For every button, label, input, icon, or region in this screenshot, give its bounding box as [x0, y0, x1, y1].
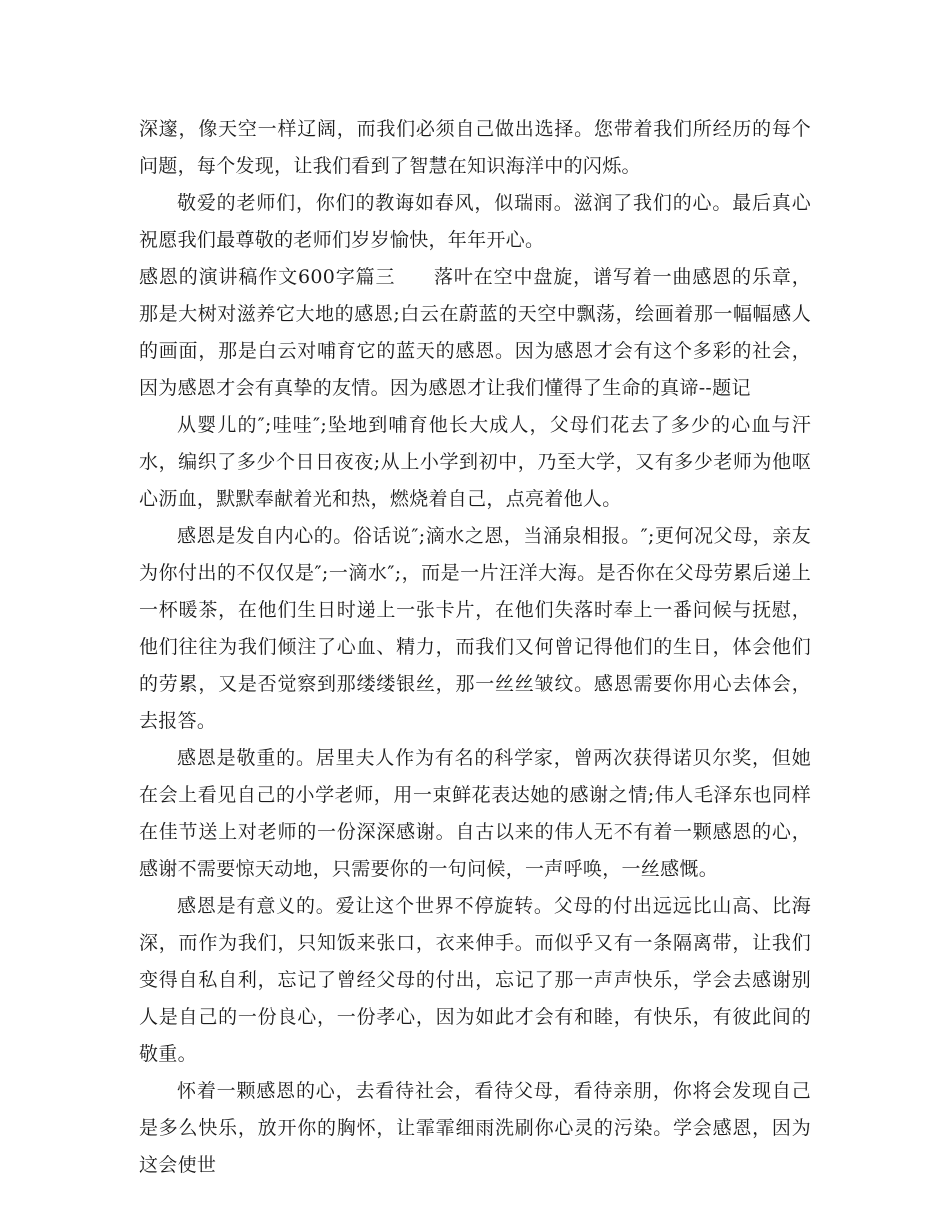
paragraph-parents-care: 从婴儿的″;哇哇″;坠地到哺育他长大成人，父母们花去了多少的心血与汗水，编织了多少个日日夜夜;从上小学到初中，乃至大学，又有多少老师为他呕心沥血，默默奉献着光和热，燃烧着自己，点亮着他人。 [139, 414, 811, 510]
paragraph-gratitude-respect: 感恩是敬重的。居里夫人作为有名的科学家，曾两次获得诺贝尔奖，但她在会上看见自己的小学老师，用一束鲜花表达她的感谢之情;伟人毛泽东也同样在佳节送上对老师的一份深深感谢。自古以来的伟人无不有着一颗感恩的心，感谢不需要惊天动地，只需要你的一句问候，一声呼唤，一丝感慨。 [139, 747, 811, 880]
section-intro: 落叶在空中盘旋，谱写着一曲感恩的乐章，那是大树对滋养它大地的感恩;白云在蔚蓝的天空中飘荡，绘画着那一幅幅感人的画面，那是白云对哺育它的蓝天的感恩。因为感恩才会有这个多彩的社会，因为感恩才会有真挚的友情。因为感恩才让我们懂得了生命的真谛--题记 [139, 266, 812, 399]
paragraph-grateful-heart: 怀着一颗感恩的心，去看待社会，看待父母，看待亲朋，你将会发现自己是多么快乐，放开你的胸怀，让霏霏细雨洗刷你心灵的污染。学会感恩，因为这会使世 [139, 1080, 811, 1176]
paragraph-gratitude-heart: 感恩是发自内心的。俗话说″;滴水之恩，当涌泉相报。″;更何况父母，亲友为你付出的不仅仅是″;一滴水″;，而是一片汪洋大海。是否你在父母劳累后递上一杯暖茶，在他们生日时递上一张卡片，在他们失落时奉上一番问候与抚慰，他们往往为我们倾注了心血、精力，而我们又何曾记得他们的生日，体会他们的劳累，又是否觉察到那缕缕银丝，那一丝丝皱纹。感恩需要你用心去体会，去报答。 [139, 525, 811, 732]
paragraph-teacher-wishes: 敬爱的老师们，你们的教诲如春风，似瑞雨。滋润了我们的心。最后真心祝愿我们最尊敬的老师们岁岁愉快，年年开心。 [139, 192, 811, 251]
section-heading-paragraph [139, 259, 811, 407]
document-body [139, 111, 811, 1184]
section-heading: 感恩的演讲稿作文600字篇三 [139, 266, 396, 288]
paragraph-gratitude-meaning: 感恩是有意义的。爱让这个世界不停旋转。父母的付出远远比山高、比海深，而作为我们，只知饭来张口，衣来伸手。而似乎又有一条隔离带，让我们变得自私自利，忘记了曾经父母的付出，忘记了那一声声快乐，学会去感谢别人是自己的一份良心，一份孝心，因为如此才会有和睦，有快乐，有彼此间的敬重。 [139, 895, 811, 1065]
paragraph-continued: 深邃，像天空一样辽阔，而我们必须自己做出选择。您带着我们所经历的每个问题，每个发现，让我们看到了智慧在知识海洋中的闪烁。 [139, 118, 811, 177]
